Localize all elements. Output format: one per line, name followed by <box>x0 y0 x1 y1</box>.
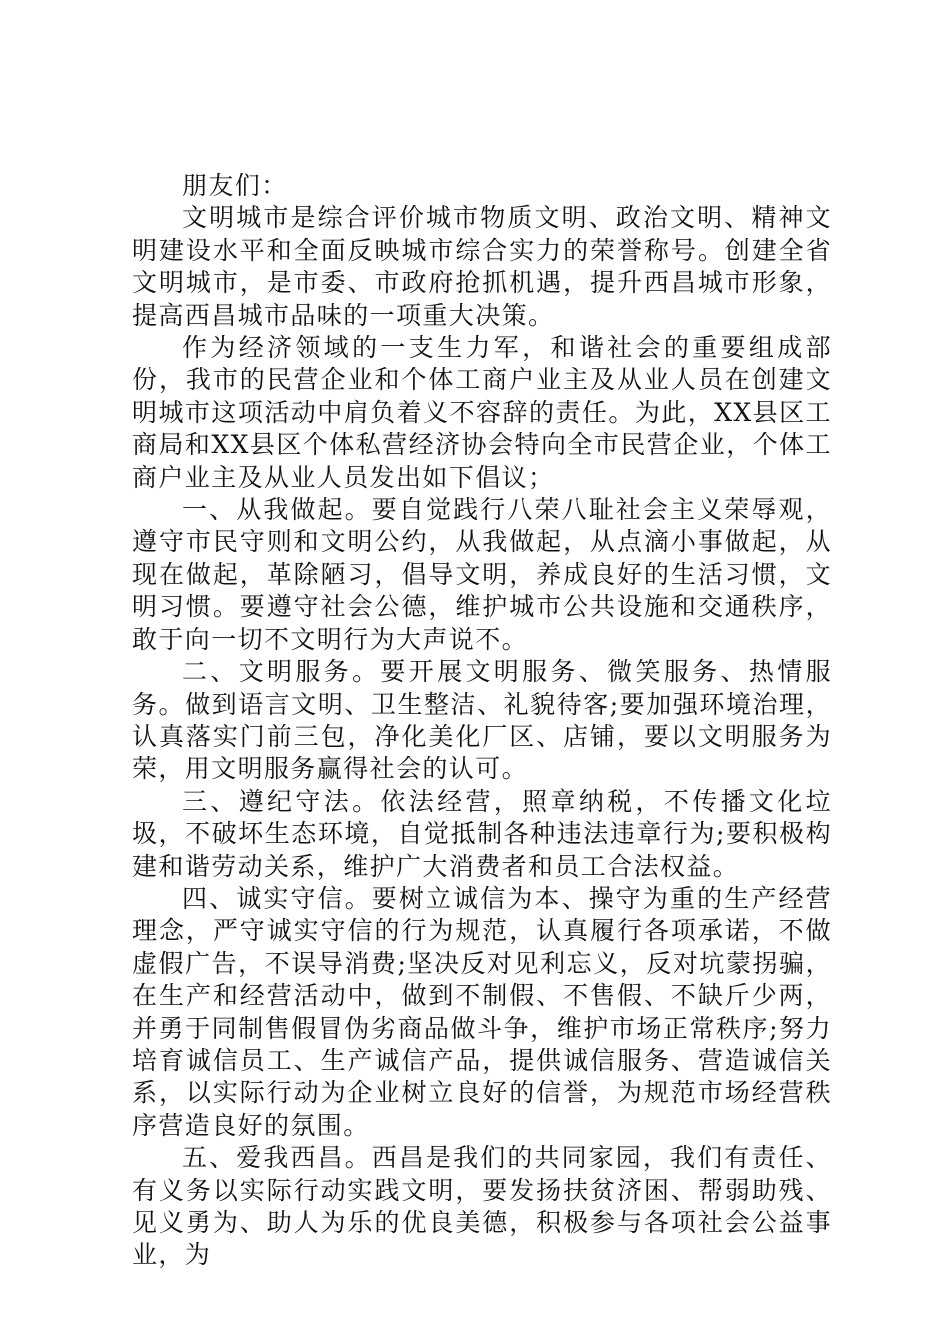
responsibility-paragraph: 作为经济领域的一支生力军，和谐社会的重要组成部份，我市的民营企业和个体工商户业主及从业人员在创建文明城市这项活动中肩负着义不容辞的责任。为此，XX县区工商局和XX县区个体私营经济协会特向全市民营企业，个体工商户业主及从业人员发出如下倡议； <box>132 333 832 492</box>
proposal-two-paragraph: 二、文明服务。要开展文明服务、微笑服务、热情服务。做到语言文明、卫生整洁、礼貌待客;要加强环境治理，认真落实门前三包，净化美化厂区、店铺，要以文明服务为荣，用文明服务赢得社会的认可。 <box>132 657 832 784</box>
proposal-one-paragraph: 一、从我做起。要自觉践行八荣八耻社会主义荣辱观，遵守市民守则和文明公约，从我做起，从点滴小事做起，从现在做起，革除陋习，倡导文明，养成良好的生活习惯，文明习惯。要遵守社会公德，维护城市公共设施和交通秩序，敢于向一切不文明行为大声说不。 <box>132 495 832 654</box>
proposal-three-paragraph: 三、遵纪守法。依法经营，照章纳税，不传播文化垃圾，不破坏生态环境，自觉抵制各种违法违章行为;要积极构建和谐劳动关系，维护广大消费者和员工合法权益。 <box>132 786 832 881</box>
proposal-four-paragraph: 四、诚实守信。要树立诚信为本、操守为重的生产经营理念，严守诚实守信的行为规范，认真履行各项承诺，不做虚假广告，不误导消费;坚决反对见利忘义，反对坑蒙拐骗，在生产和经营活动中，做到不制假、不售假、不缺斤少两，并勇于同制售假冒伪劣商品做斗争，维护市场正常秩序;努力培育诚信员工、生产诚信产品，提供诚信服务、营造诚信关系，以实际行动为企业树立良好的信誉，为规范市场经营秩序营造良好的氛围。 <box>132 883 832 1140</box>
document-body <box>132 170 832 1272</box>
greeting-paragraph: 朋友们： <box>182 171 288 200</box>
intro-paragraph: 文明城市是综合评价城市物质文明、政治文明、精神文明建设水平和全面反映城市综合实力的荣誉称号。创建全省文明城市，是市委、市政府抢抓机遇，提升西昌城市形象，提高西昌城市品味的一项重大决策。 <box>132 203 832 330</box>
proposal-five-paragraph: 五、爱我西昌。西昌是我们的共同家园，我们有责任、有义务以实际行动实践文明，要发扬扶贫济困、帮弱助残、见义勇为、助人为乐的优良美德，积极参与各项社会公益事业，为 <box>132 1143 832 1270</box>
